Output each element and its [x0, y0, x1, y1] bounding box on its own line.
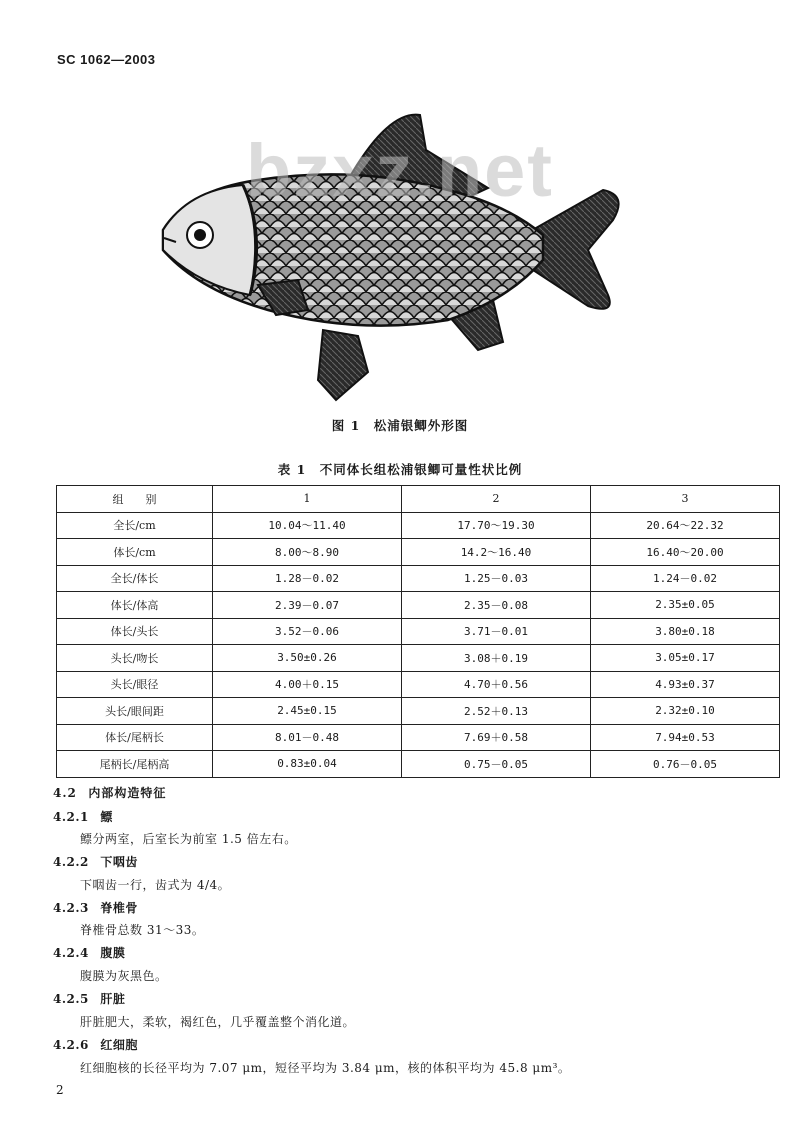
table-cell: 16.40～20.00 [591, 539, 780, 566]
table-header-row [57, 486, 780, 513]
standard-code: SC 1062—2003 [57, 52, 156, 67]
table-cell: 0.76－0.05 [591, 751, 780, 778]
table-row [57, 698, 780, 725]
table-cell: 17.70～19.30 [402, 512, 591, 539]
section-title: 脊椎骨 [100, 901, 138, 915]
section-title: 腹膜 [100, 946, 126, 960]
table-cell: 10.04～11.40 [213, 512, 402, 539]
table-caption: 表 1 不同体长组松浦银鲫可量性状比例 [277, 462, 523, 477]
page-number: 2 [56, 1083, 64, 1097]
table-cell: 8.00～8.90 [213, 539, 402, 566]
row-label: 体长/尾柄长 [57, 724, 213, 751]
section-4-2-6-text: 红细胞核的长径平均为 7.07 μm，短径平均为 3.84 μm，核的体积平均为 45.8 μm³。 [80, 1061, 571, 1075]
section-title: 红细胞 [100, 1038, 138, 1052]
section-4-2-3-text: 脊椎骨总数 31～33。 [80, 923, 205, 937]
section-number: 4.2.1 [53, 810, 89, 824]
table-header-group: 组 别 [57, 486, 213, 513]
section-title: 肝脏 [100, 992, 126, 1006]
watermark: bzxz.net [246, 129, 554, 212]
section-4-2-6-heading [53, 1036, 138, 1053]
table-row [57, 592, 780, 619]
table-row [57, 645, 780, 672]
table-row [57, 539, 780, 566]
row-label: 头长/眼间距 [57, 698, 213, 725]
table-cell: 3.52－0.06 [213, 618, 402, 645]
section-4-2-1-heading [53, 808, 113, 825]
section-4-2-2-text: 下咽齿一行，齿式为 4/4。 [80, 878, 231, 892]
table-cell: 2.52＋0.13 [402, 698, 591, 725]
figure-caption: 图 1 松浦银鲫外形图 [331, 418, 469, 433]
table-cell: 3.05±0.17 [591, 645, 780, 672]
table-cell: 2.35－0.08 [402, 592, 591, 619]
section-title: 下咽齿 [100, 855, 138, 869]
section-number: 4.2.5 [53, 992, 89, 1006]
table-cell: 3.80±0.18 [591, 618, 780, 645]
table-cell: 1.24－0.02 [591, 565, 780, 592]
table-row [57, 618, 780, 645]
table-row [57, 751, 780, 778]
section-number: 4.2.6 [53, 1038, 89, 1052]
table-cell: 0.75－0.05 [402, 751, 591, 778]
table-cell: 3.08＋0.19 [402, 645, 591, 672]
section-number: 4.2 [53, 786, 77, 800]
table-header-col1: 1 [213, 486, 402, 513]
table-header-col3: 3 [591, 486, 780, 513]
section-4-2-4-heading [53, 944, 125, 961]
section-number: 4.2.4 [53, 946, 89, 960]
row-label: 尾柄长/尾柄高 [57, 751, 213, 778]
table-cell: 20.64～22.32 [591, 512, 780, 539]
table-cell: 7.69＋0.58 [402, 724, 591, 751]
section-title: 鳔 [100, 810, 113, 824]
table-cell: 3.50±0.26 [213, 645, 402, 672]
section-number: 4.2.2 [53, 855, 89, 869]
section-4-2-heading [53, 784, 166, 801]
table-cell: 2.39－0.07 [213, 592, 402, 619]
section-title: 内部构造特征 [88, 786, 167, 800]
table-cell: 2.35±0.05 [591, 592, 780, 619]
row-label: 全长/体长 [57, 565, 213, 592]
trait-ratio-table [56, 485, 780, 778]
row-label: 体长/头长 [57, 618, 213, 645]
section-number: 4.2.3 [53, 901, 89, 915]
pelvic-fin [318, 330, 368, 400]
table-row [57, 512, 780, 539]
table-cell: 4.00＋0.15 [213, 671, 402, 698]
table-row [57, 565, 780, 592]
row-label: 全长/cm [57, 512, 213, 539]
row-label: 头长/吻长 [57, 645, 213, 672]
row-label: 头长/眼径 [57, 671, 213, 698]
row-label: 体长/cm [57, 539, 213, 566]
table-cell: 4.70＋0.56 [402, 671, 591, 698]
table-cell: 2.45±0.15 [213, 698, 402, 725]
section-4-2-5-text: 肝脏肥大，柔软，褐红色，几乎覆盖整个消化道。 [80, 1015, 356, 1029]
section-4-2-3-heading [53, 899, 138, 916]
table-cell: 7.94±0.53 [591, 724, 780, 751]
section-4-2-5-heading [53, 990, 125, 1007]
section-4-2-1-text: 鳔分两室，后室长为前室 1.5 倍左右。 [80, 832, 297, 846]
table-row [57, 724, 780, 751]
row-label: 体长/体高 [57, 592, 213, 619]
table-cell: 2.32±0.10 [591, 698, 780, 725]
table-cell: 8.01－0.48 [213, 724, 402, 751]
table-cell: 3.71－0.01 [402, 618, 591, 645]
table-cell: 1.28－0.02 [213, 565, 402, 592]
table-cell: 14.2～16.40 [402, 539, 591, 566]
table-row [57, 671, 780, 698]
table-cell: 1.25－0.03 [402, 565, 591, 592]
section-4-2-4-text: 腹膜为灰黑色。 [80, 969, 168, 983]
table-cell: 0.83±0.04 [213, 751, 402, 778]
table-header-col2: 2 [402, 486, 591, 513]
section-4-2-2-heading [53, 853, 138, 870]
table-cell: 4.93±0.37 [591, 671, 780, 698]
